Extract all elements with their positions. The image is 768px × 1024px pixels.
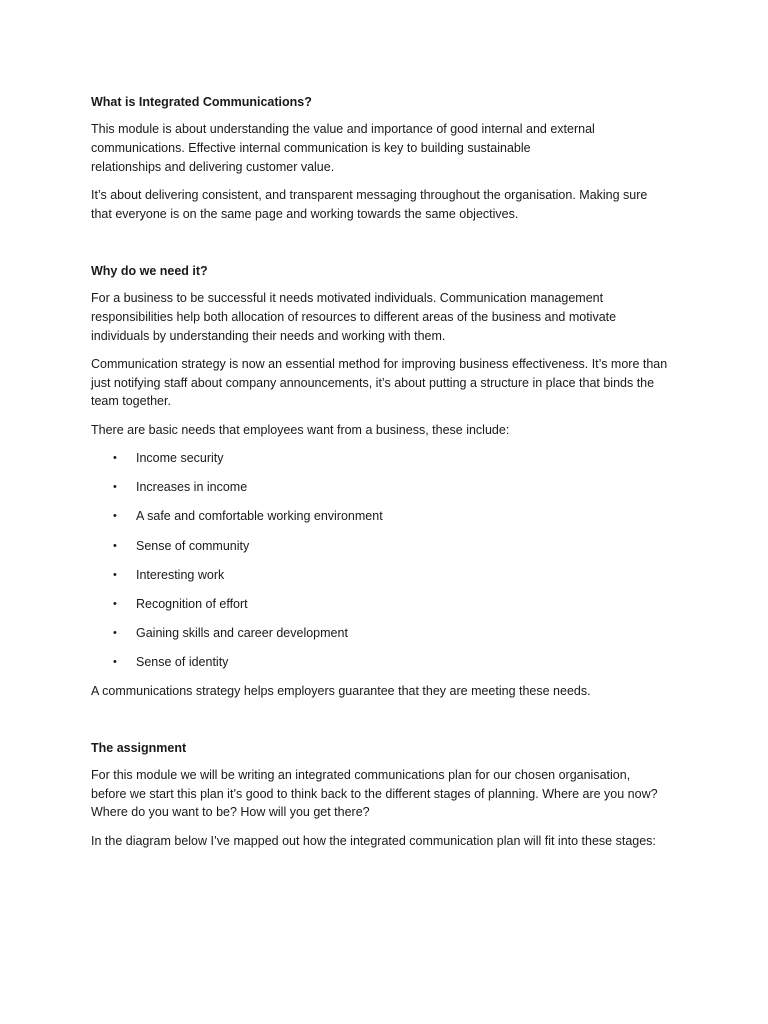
text-line: It’s about delivering consistent, and transparent messaging throughout the organisation. Making sure [91,187,648,202]
list-item [91,478,691,507]
text-line: There are basic needs that employees want from a business, these include: [91,422,510,437]
list-item-label: Interesting work [136,567,225,582]
text-line: For this module we will be writing an integrated communications plan for our chosen organisation, [91,767,631,782]
bullet-icon: • [113,539,117,552]
list-item-label: A safe and comfortable working environment [136,509,383,524]
list-item-label: Sense of identity [136,655,229,670]
bullet-icon: • [113,627,117,640]
list-item [91,537,691,566]
text-line: A communications strategy helps employers guarantee that they are meeting these needs. [91,683,591,698]
text-line: Where do you want to be? How will you get there? [91,805,370,820]
text-line: before we start this plan it’s good to think back to the different stages of planning. Where are you now? [91,786,658,801]
text-line: that everyone is on the same page and working towards the same objectives. [91,206,519,221]
text-line: responsibilities help both allocation of resources to different areas of the business and motivate [91,309,617,324]
bullet-icon: • [113,452,117,465]
paragraph [91,682,691,701]
paragraph [91,355,691,411]
bullet-icon: • [113,598,117,610]
list-item [91,653,691,682]
paragraph [91,766,691,822]
list-item-label: Increases in income [136,480,248,495]
section-heading: The assignment [91,740,187,755]
text-line: just notifying staff about company announcements, it’s about putting a structure in place that binds the [91,375,655,390]
text-line: Communication strategy is now an essential method for improving business effectiveness. It’s more than [91,356,668,371]
paragraph [91,289,691,345]
list-item [91,595,691,624]
list-item [91,507,691,536]
text-line: relationships and delivering customer value. [91,159,335,174]
bullet-icon: • [113,568,117,581]
text-line: This module is about understanding the value and importance of good internal and external [91,122,595,136]
section-spacer [91,233,691,262]
paragraph [91,186,691,224]
text-line: team together. [91,394,171,409]
list-item [91,624,691,653]
paragraph [91,832,691,851]
list-item [91,566,691,595]
section-heading: What is Integrated Communications? [91,95,312,109]
list-item-label: Recognition of effort [136,597,248,611]
text-line: individuals by understanding their needs and working with them. [91,328,446,343]
text-line: In the diagram below I’ve mapped out how the integrated communication plan will fit into these stages: [91,833,656,848]
text-line: communications. Effective internal communication is key to building sustainable [91,140,531,155]
section-spacer [91,710,691,739]
list-item-label: Income security [136,451,224,466]
list-item [91,449,691,478]
section-heading: Why do we need it? [91,263,208,278]
document-body [91,93,691,860]
text-line: For a business to be successful it needs motivated individuals. Communication management [91,290,604,305]
list-item-label: Sense of community [136,538,250,553]
section-what-is-integrated-communications [91,93,691,223]
section-the-assignment [91,739,691,851]
employee-needs-list [91,449,691,683]
paragraph [91,421,691,440]
bullet-icon: • [113,656,117,669]
paragraph [91,120,691,176]
list-item-label: Gaining skills and career development [136,626,348,641]
bullet-icon: • [113,510,117,523]
bullet-icon: • [113,481,117,494]
section-why-do-we-need-it [91,262,691,700]
